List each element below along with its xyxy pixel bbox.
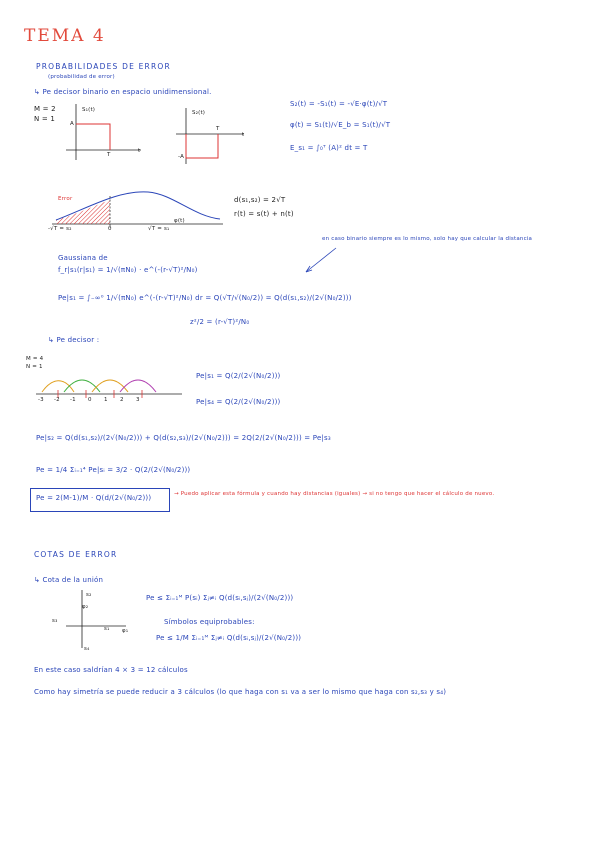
constellation-plot <box>66 590 136 650</box>
T-mark-s1: T <box>107 152 111 158</box>
note-twelve-calcs: En este caso saldrían 4 × 3 = 12 cálculos <box>34 666 188 674</box>
error-label: Error <box>58 196 73 202</box>
eq-energy: E_s₁ = ∫₀ᵀ (A)² dt = T <box>290 144 368 152</box>
tick-label: -2 <box>54 397 60 403</box>
n-label: N = 1 <box>34 115 56 123</box>
phi2-label: φ₂ <box>82 604 89 610</box>
T-mark-s2: T <box>216 126 220 132</box>
axis-zero-label: 0 <box>108 226 112 232</box>
s2-label: S₂(t) <box>192 110 206 116</box>
s3-point-label: s₃ <box>52 618 58 624</box>
m4-label: M = 4 <box>26 356 44 362</box>
pe-s1-equation: Pe|s₁ = ∫₋∞⁰ 1/√(πN₀) e^(-(r-√T)²/N₀) dr = Q(√T/√(N₀/2)) = Q(d(s₁,s₂)/(2√(N₀/2))) <box>58 294 352 302</box>
union-bound-line: ↳ Cota de la unión <box>34 576 104 584</box>
page-title: TEMA 4 <box>24 26 106 46</box>
s1-point-label: s₁ <box>104 626 110 632</box>
section-heading-probabilidades: PROBABILIDADES DE ERROR <box>36 62 171 71</box>
eq-s2: S₂(t) = -S₁(t) = -√E·φ(t)/√T <box>290 100 388 108</box>
m-label: M = 2 <box>34 105 56 113</box>
intro-line: ↳ Pe decisor binario en espacio unidimensional. <box>34 88 212 96</box>
s1-label: S₁(t) <box>82 107 96 113</box>
tick-label: 1 <box>104 397 108 403</box>
side-note: en caso binario siempre es lo mismo, solo hay que calcular la distancia <box>322 236 533 242</box>
pe-total-m4: Pe = 1/4 Σᵢ₌₁⁴ Pe|sᵢ = 3/2 · Q(2/(2√(N₀/2))) <box>36 466 191 474</box>
pe-boxed-formula: Pe = 2(M-1)/M · Q(d/(2√(N₀/2))) <box>36 494 152 502</box>
pe-union-formula: Pe ≤ Σᵢ₌₁ᴹ P(sᵢ) Σⱼ≠ᵢ Q(d(sᵢ,sⱼ)/(2√(N₀/2))) <box>146 594 294 602</box>
tick-label: -3 <box>38 397 44 403</box>
binary-gaussian-plot <box>48 186 228 236</box>
axis-left-label: -√T = s₂ <box>48 226 72 232</box>
side-note-arrow <box>300 246 340 276</box>
pe-s1-m4: Pe|s₁ = Q(2/(2√(N₀/2))) <box>196 372 281 380</box>
pe-decisor-line: ↳ Pe decisor : <box>48 336 100 344</box>
boxed-note: → Puedo aplicar esta fórmula y cuando hay distancias (iguales) → si no tengo que hacer el cálculo de nuevo. <box>174 491 495 497</box>
axis-phi-label: φ(t) <box>174 218 185 224</box>
pe-s2-m4: Pe|s₂ = Q(d(s₁,s₂)/(2√(N₀/2))) + Q(d(s₂,s₃)/(2√(N₀/2))) = 2Q(2/(2√(N₀/2))) = Pe|s₃ <box>36 434 331 442</box>
received-eq: r(t) = s(t) + n(t) <box>234 210 294 218</box>
section-subheading: (probabilidad de error) <box>48 74 115 80</box>
tick-label: -1 <box>70 397 76 403</box>
tick-label: 3 <box>136 397 140 403</box>
tick-label: 0 <box>88 397 92 403</box>
axis-right-label: √T = s₁ <box>148 226 170 232</box>
phi1-label: φ₁ <box>122 628 129 634</box>
distance-eq: d(s₁,s₂) = 2√T <box>234 196 286 204</box>
t-axis-s2: t <box>242 132 245 138</box>
section-heading-cotas: COTAS DE ERROR <box>34 550 118 559</box>
eq-phi: φ(t) = S₁(t)/√E_b = S₁(t)/√T <box>290 121 391 129</box>
tick-label: 2 <box>120 397 124 403</box>
pe-s4-m4: Pe|s₄ = Q(2/(2√(N₀/2))) <box>196 398 281 406</box>
t-axis-s1: t <box>138 148 141 154</box>
gaussian-note: Gaussiana de <box>58 254 108 262</box>
s4-point-label: s₄ <box>84 646 90 652</box>
s1-waveform-plot <box>66 104 156 164</box>
s2-point-label: s₂ <box>86 592 92 598</box>
amp-pos-label: A <box>70 121 74 127</box>
substitution-eq: z²/2 = (r-√T)²/N₀ <box>190 318 250 326</box>
n1-label: N = 1 <box>26 364 43 370</box>
pdf-equation: f_r|s₁(r|s₁) = 1/√(πN₀) · e^(-(r-√T)²/N₀) <box>58 266 198 274</box>
pe-equiprobable-formula: Pe ≤ 1/M Σᵢ₌₁ᴹ Σⱼ≠ᵢ Q(d(sᵢ,sⱼ)/(2√(N₀/2))) <box>156 634 302 642</box>
amp-neg-label: -A <box>178 154 185 160</box>
equiprobable-label: Símbolos equiprobables: <box>164 618 255 626</box>
note-symmetry: Como hay simetría se puede reducir a 3 cálculos (lo que haga con s₁ va a ser lo mismo que haga con s₂,s₃ y s₄) <box>34 688 447 696</box>
